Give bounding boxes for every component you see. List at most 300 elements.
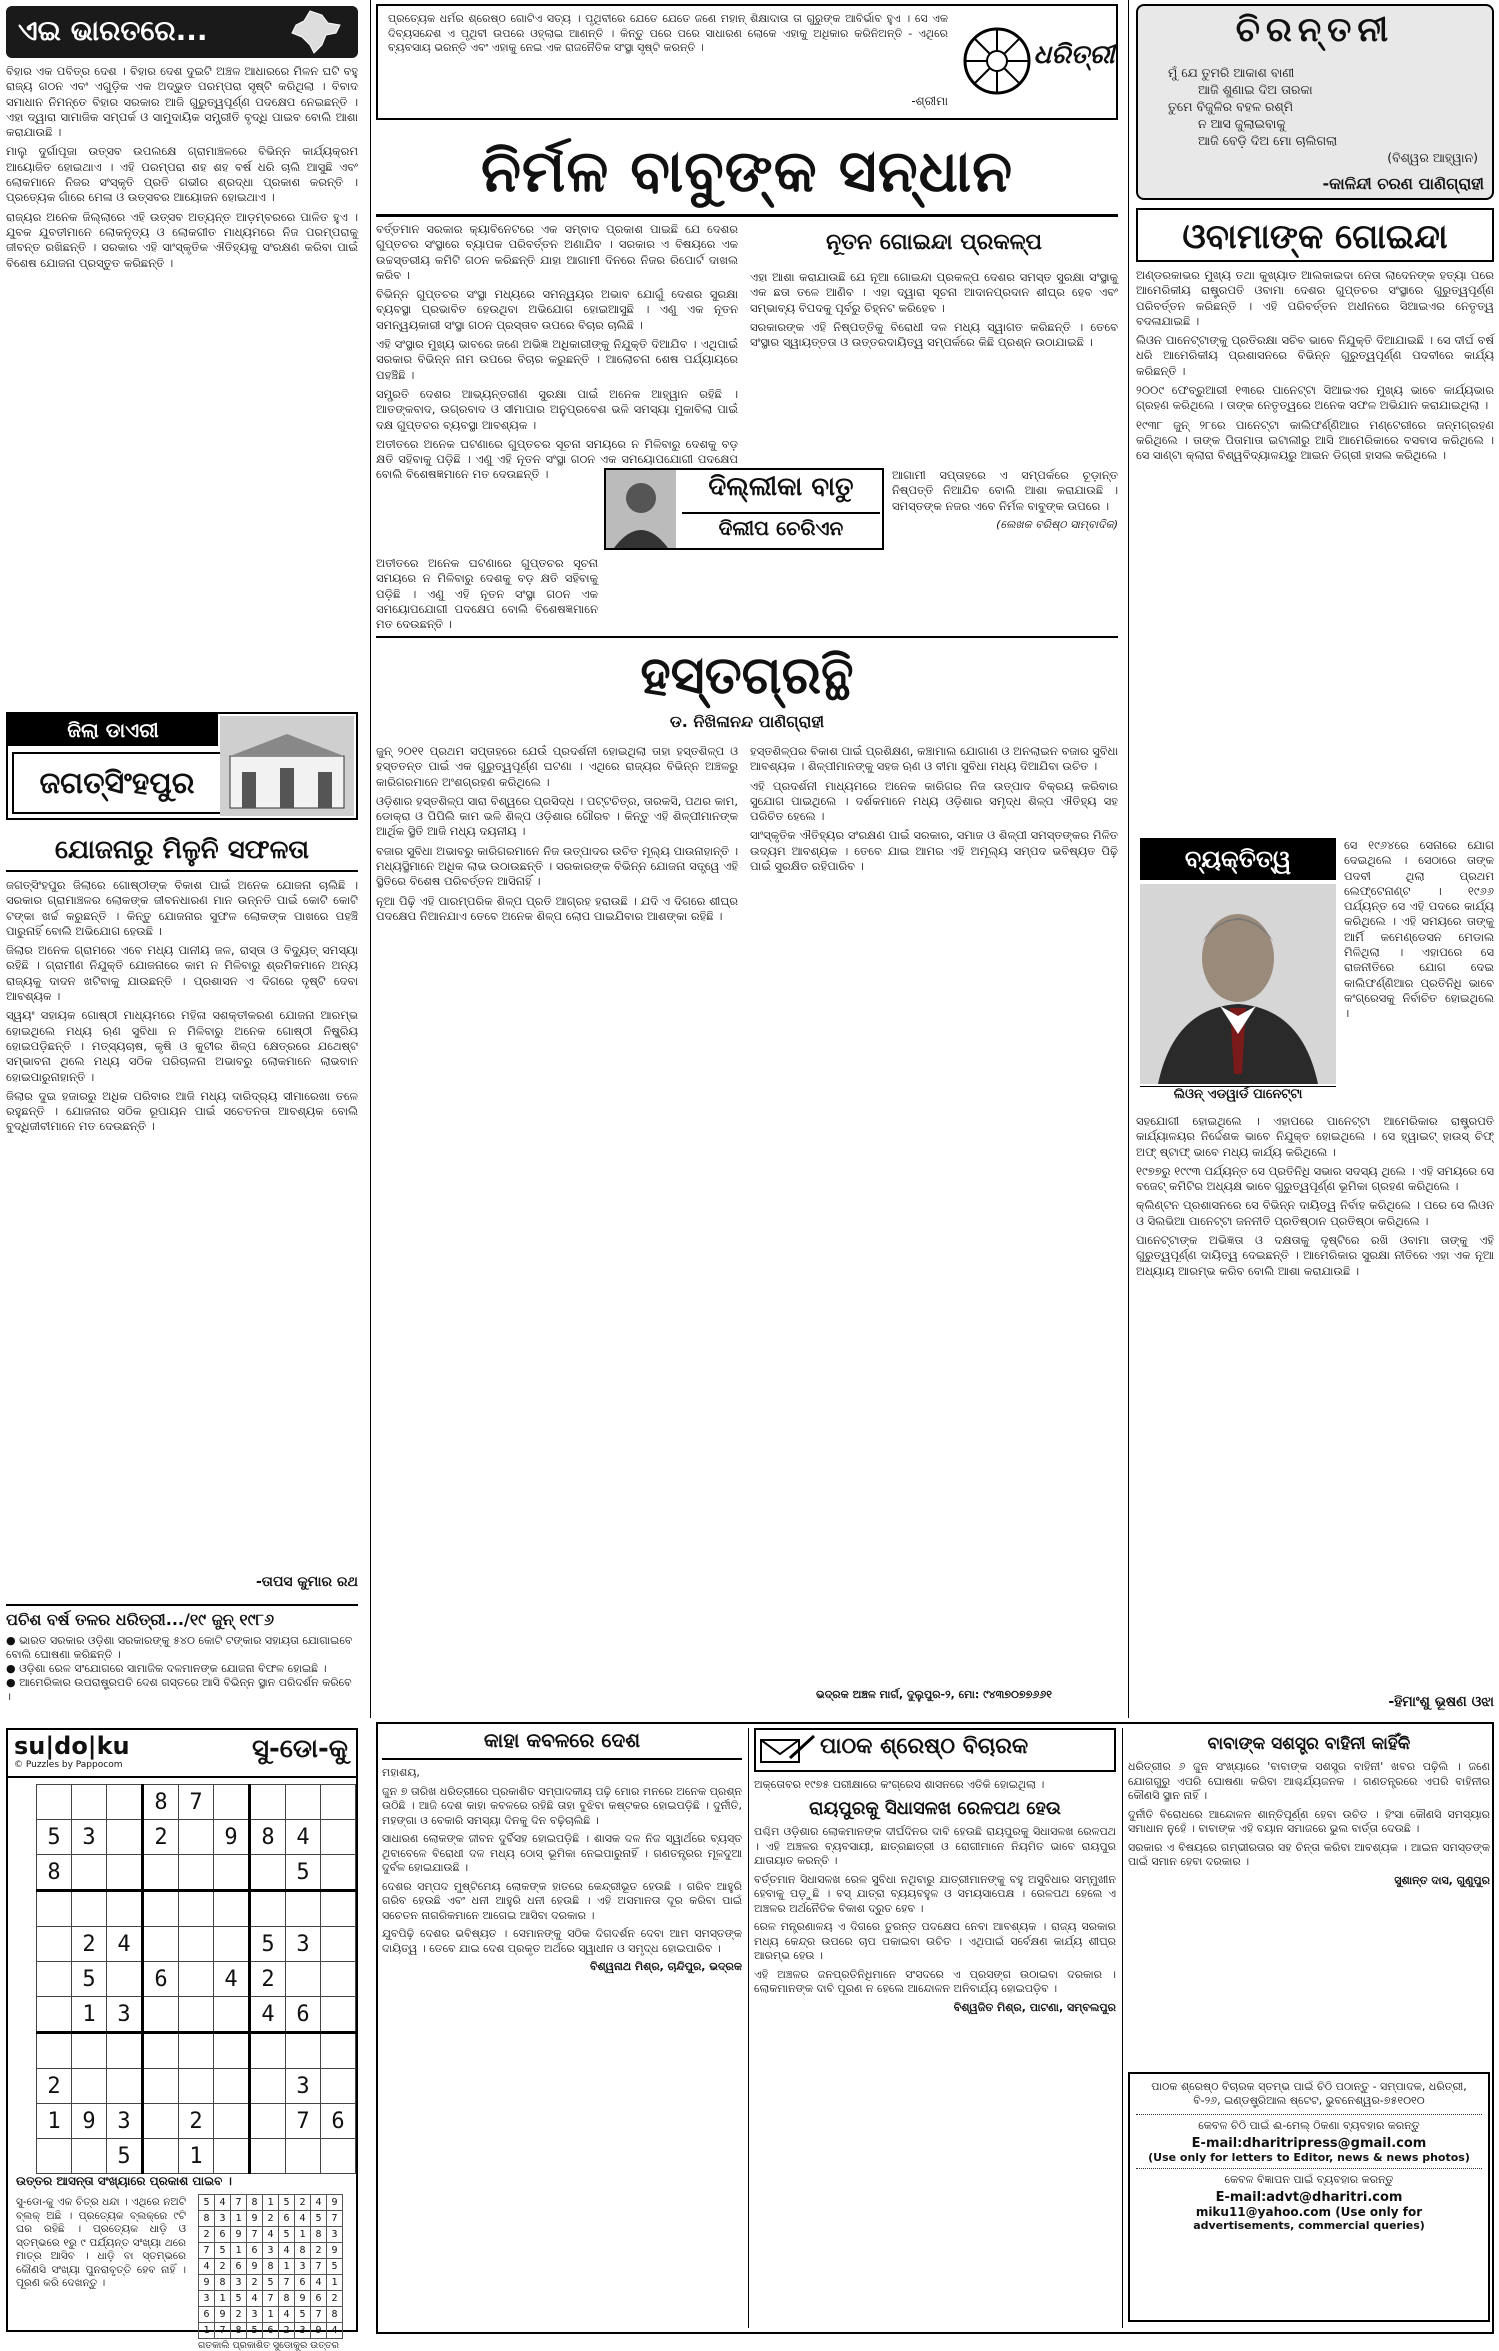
success-story bbox=[6, 878, 358, 1578]
col2-para-4: ଏହି ଅଞ୍ଚଳର ଜନପ୍ରତିନିଧିମାନେ ସଂସଦରେ ଏ ପ୍ରସଙ୍ଗ ଉଠାଇବା ଦରକାର । ଲୋକମାନଙ୍କ ଦାବି ପୂରଣ ନ ହେଲେ ଆନ୍ଦୋଳନ ଅନିବାର୍ଯ୍ୟ ହୋଇପଡ଼ିବ । bbox=[754, 1967, 1116, 1995]
sudoku-answer-cell: 9 bbox=[247, 2211, 263, 2227]
letters-col-2 bbox=[754, 1728, 1116, 2328]
email-2-note: advertisements, commercial queries) bbox=[1193, 2219, 1425, 2232]
sudoku-cell: 9 bbox=[72, 2104, 107, 2139]
letters-divider-2 bbox=[1122, 1728, 1123, 2328]
headline-underline bbox=[376, 214, 1118, 217]
sudoku-cell bbox=[321, 1785, 356, 1820]
sudoku-cell bbox=[72, 1891, 107, 1927]
contact-divider-2 bbox=[1136, 2168, 1482, 2169]
sudoku-cell bbox=[250, 2104, 286, 2139]
sudoku-answer-cell: 3 bbox=[247, 2307, 263, 2323]
sudoku-answer-cell: 7 bbox=[311, 2259, 327, 2275]
sudoku-answer-cell: 8 bbox=[247, 2195, 263, 2211]
sudoku-answer-cell: 1 bbox=[231, 2211, 247, 2227]
sudoku-cell: 5 bbox=[286, 1855, 321, 1891]
history-box bbox=[6, 1604, 358, 1726]
sudoku-row bbox=[37, 1855, 356, 1891]
sudoku-answer-cell: 7 bbox=[215, 2323, 231, 2339]
sudoku-cell bbox=[321, 2139, 356, 2174]
sudoku-answer-cell: 2 bbox=[327, 2291, 343, 2307]
sudoku-cell: 4 bbox=[250, 1997, 286, 2033]
dharitri-emblem-icon bbox=[962, 26, 1032, 96]
sudoku-cell bbox=[143, 1927, 179, 1962]
sudoku-answer-cell: 9 bbox=[215, 2307, 231, 2323]
sudoku-cell: 2 bbox=[72, 1927, 107, 1962]
sudoku-answer-cell: 2 bbox=[311, 2243, 327, 2259]
col1-para-2: ଜୁନ ୭ ତାରିଖ ଧରିତ୍ରୀରେ ପ୍ରକାଶିତ ସମ୍ପାଦକୀୟ ପଢ଼ି ମୋର ମନରେ ଅନେକ ପ୍ରଶ୍ନ ଉଠିଛି । ଆଜି ଦେଶ କାହା କବଳରେ ରହିଛି ତାହା ବୁଝିବା କଷ୍ଟକର ହୋଇପଡ଼ିଛି । ଦୁର୍ନୀତି, ମହଙ୍ଗା ଓ ବେକାରି ସମସ୍ୟା ଦିନକୁ ଦିନ ବଢ଼ିଚାଲିଛି । bbox=[382, 1784, 742, 1827]
history-item-1-text: ଭାରତ ସରକାର ଓଡ଼ିଶା ସରକାରଙ୍କୁ ୫୪୦ କୋଟି ଟଙ୍କାର ସହାୟତା ଯୋଗାଇବେ ବୋଲି ଘୋଷଣା କରିଛନ୍ତି । bbox=[6, 1634, 353, 1661]
author-photo bbox=[606, 470, 676, 548]
sudoku-answer-cell: 2 bbox=[199, 2227, 215, 2243]
poem-line-4: ନ ଆସ ଜୁଲାଇବାକୁ bbox=[1198, 116, 1286, 131]
sudoku-cell: 6 bbox=[286, 1997, 321, 2033]
sudoku-answer-cell: 2 bbox=[247, 2275, 263, 2291]
sudoku-answer-cell: 3 bbox=[327, 2227, 343, 2243]
sudoku-answer-cell: 8 bbox=[263, 2259, 279, 2275]
sudoku-cell: 3 bbox=[286, 2069, 321, 2104]
handicraft-col-1 bbox=[376, 744, 738, 1706]
sudoku-answer-cell: 3 bbox=[199, 2291, 215, 2307]
sudoku-answer-cell: 4 bbox=[311, 2195, 327, 2211]
sudoku-answer-cell: 3 bbox=[295, 2259, 311, 2275]
sudoku-cell bbox=[37, 2033, 72, 2069]
sudoku-cell bbox=[143, 2033, 179, 2069]
col2-para-3: ରେଳ ମନ୍ତ୍ରଣାଳୟ ଏ ଦିଗରେ ତୁରନ୍ତ ପଦକ୍ଷେପ ନେବା ଆବଶ୍ୟକ । ରାଜ୍ୟ ସରକାର ମଧ୍ୟ କେନ୍ଦ୍ର ଉପରେ ଚାପ ପକାଇବା ଉଚିତ । ଏଥିପାଇଁ ସର୍ବେକ୍ଷଣ କାର୍ଯ୍ୟ ଶୀଘ୍ର ଆରମ୍ଭ ହେଉ । bbox=[754, 1920, 1116, 1962]
col1-para-4: ଦେଶର ସମ୍ପଦ ମୁଷ୍ଟିମେୟ ଲୋକଙ୍କ ହାତରେ କେନ୍ଦ୍ରୀଭୂତ ହେଉଛି । ଗରିବ ଆହୁରି ଗରିବ ହେଉଛି ଏବଂ ଧନୀ ଆହୁରି ଧନୀ ହେଉଛି । ଏହି ଅସମାନତା ଦୂର କରିବା ପାଇଁ ସଚେତନ ନାଗରିକମାନେ ଆଗେଇ ଆସିବା ଦରକାର । bbox=[382, 1879, 742, 1922]
sudoku-answer-cell: 8 bbox=[295, 2243, 311, 2259]
column-box bbox=[604, 468, 884, 550]
sudoku-answer-cell: 6 bbox=[199, 2307, 215, 2323]
sudoku-cell: 6 bbox=[143, 1962, 179, 1997]
sudoku-cell bbox=[107, 1785, 143, 1820]
col3-para-1: ଧରିତ୍ରୀର ୬ ଜୁନ ସଂଖ୍ୟାରେ 'ବାବାଙ୍କ ସଶସ୍ତ୍ର ବାହିନୀ' ଖବର ପଢ଼ିଲି । ଜଣେ ଯୋଗଗୁରୁ ଏପରି ଘୋଷଣା କରିବା ଆଶ୍ଚର୍ଯ୍ୟଜନକ । ଗଣତନ୍ତ୍ରରେ ଏପରି ବାହିନୀର କୌଣସି ସ୍ଥାନ ନାହିଁ । bbox=[1128, 1760, 1490, 1802]
email-1: E-mail:dharitripress@gmail.com bbox=[1191, 2136, 1427, 2151]
sudoku-answer-cell: 1 bbox=[231, 2243, 247, 2259]
poem bbox=[1168, 64, 1478, 166]
obama-title: ଓବାମାଙ୍କ ଗୋଇନ୍ଦା bbox=[1136, 208, 1494, 262]
sudoku-row bbox=[37, 1820, 356, 1855]
quote-box bbox=[376, 4, 1118, 120]
article-para-3: ଏହି ସଂସ୍ଥାର ମୁଖ୍ୟ ଭାବରେ ଜଣେ ଅଭିଜ୍ଞ ଅଧିକାରୀଙ୍କୁ ନିଯୁକ୍ତି ଦିଆଯିବ । ଏଥିପାଇଁ ସରକାର ବିଭିନ୍ନ ନାମ ଉପରେ ବିଚାର କରୁଛନ୍ତି । ଆଲୋଚନା ଶେଷ ପର୍ଯ୍ୟାୟରେ ପହଞ୍ଚିଛି । bbox=[376, 337, 738, 382]
article2-para-3: ଆଗାମୀ ସପ୍ତାହରେ ଏ ସମ୍ପର୍କରେ ଚୂଡ଼ାନ୍ତ ନିଷ୍ପତ୍ତି ନିଆଯିବ ବୋଲି ଆଶା କରାଯାଉଛି । ସମସ୍ତଙ୍କ ନଜର ଏବେ ନିର୍ମଳ ବାବୁଙ୍କ ଉପରେ । bbox=[892, 468, 1118, 513]
article-col-b bbox=[750, 222, 1118, 266]
sudoku-cell bbox=[321, 1820, 356, 1855]
sudoku-solution-note: ଉତ୍ତର ଆସନ୍ତା ସଂଖ୍ୟାରେ ପ୍ରକାଶ ପାଇବ । bbox=[16, 2174, 232, 2188]
sudoku-cell: 7 bbox=[179, 1785, 214, 1820]
sudoku-cell bbox=[143, 1997, 179, 2033]
person-para-1: ସହଯୋଗୀ ହୋଇଥିଲେ । ଏହାପରେ ପାନେଟ୍ଟା ଆମେରିକାର ରାଷ୍ଟ୍ରପତି କାର୍ଯ୍ୟାଳୟର ନିର୍ଦ୍ଦେଶକ ଭାବେ ନିଯୁକ୍ତ ହୋଇଥିଲେ । ସେ ହ୍ୱାଇଟ୍ ହାଉସ୍ ଚିଫ୍ ଅଫ୍ ଷ୍ଟାଫ୍ ଭାବେ ମଧ୍ୟ କାର୍ଯ୍ୟ କରିଥିଲେ । bbox=[1136, 1114, 1494, 1159]
sudoku-rules: ସୁ-ଡୋ-କୁ ଏକ ଚିତ୍ର ଧନ୍ଦା । ଏଥିରେ ନଅଟି ବ୍ଲକ୍ ଅଛି । ପ୍ରତ୍ୟେକ ବ୍ଲକ୍‌ରେ ୯ଟି ଘର ରହିଛି । ପ୍ରତ୍ୟେକ ଧାଡ଼ି ଓ ସ୍ତମ୍ଭରେ ୧ରୁ ୯ ପର୍ଯ୍ୟନ୍ତ ସଂଖ୍ୟା ଥରେ ମାତ୍ର ଆସିବ । ଧାଡ଼ି ବା ସ୍ତମ୍ଭରେ କୌଣସି ସଂଖ୍ୟା ପୁନରାବୃତ୍ତି ହେବ ନାହିଁ । ପୂରଣ କରି ଦେଖନ୍ତୁ । bbox=[16, 2196, 186, 2289]
sudoku-cell: 3 bbox=[72, 1820, 107, 1855]
intro-para-1: ବିହାର ଏକ ପବିତ୍ର ଦେଶ । ବିହାର ଦେଶ ଦୁଇଟି ଅଞ୍ଚଳ ଆଧାରରେ ମିଳନ ଘଟି ବହୁ ରାଜ୍ୟ ଗଠନ ଏବଂ ଏଗୁଡ଼ିକ ଏକ ଅଦ୍ଭୁତ ପରମ୍ପରା ସୃଷ୍ଟି କରିଥିଲା । ବିବାଦ ସମାଧାନ ନିମନ୍ତେ ବିହାର ସରକାର ଆଜି ଗୁରୁତ୍ୱପୂର୍ଣ୍ଣ ପଦକ୍ଷେପ ନେଇଛନ୍ତି । ଏହା ଦ୍ୱାରା ସାମାଜିକ ସମ୍ପର୍କ ଓ ସାମୁଦାୟିକ ସମ୍ପ୍ରୀତି ବୃଦ୍ଧି ପାଇବ ବୋଲି ଆଶା କରାଯାଉଛି । bbox=[6, 64, 358, 140]
sudoku-answer-cell: 7 bbox=[263, 2291, 279, 2307]
article-para-2: ବିଭିନ୍ନ ଗୁପ୍ତଚର ସଂସ୍ଥା ମଧ୍ୟରେ ସମନ୍ୱୟର ଅଭାବ ଯୋଗୁଁ ଦେଶର ସୁରକ୍ଷା ବ୍ୟବସ୍ଥା ପ୍ରଭାବିତ ହେଉଥିବା ଅଭିଯୋଗ ହୋଇଆସୁଛି । ଏଣୁ ଏକ ନୂତନ ସମନ୍ୱୟକାରୀ ସଂସ୍ଥା ଗଠନ ପ୍ରସ୍ତାବ ଉପରେ ବିଚାର ଚାଲିଛି । bbox=[376, 287, 738, 332]
column-footer: (ଲେଖକ ବରିଷ୍ଠ ସାମ୍ବାଦିକ) bbox=[996, 517, 1118, 531]
sudoku-cell bbox=[37, 1927, 72, 1962]
sudoku-answer-cell: 2 bbox=[279, 2323, 295, 2339]
sudoku-answer-cell: 2 bbox=[231, 2307, 247, 2323]
intro-story bbox=[6, 64, 358, 724]
person-para-4: ପାନେଟ୍ଟାଙ୍କ ଅଭିଜ୍ଞତା ଓ ଦକ୍ଷତାକୁ ଦୃଷ୍ଟିରେ ରଖି ଓବାମା ତାଙ୍କୁ ଏହି ଗୁରୁତ୍ୱପୂର୍ଣ୍ଣ ଦାୟିତ୍ୱ ଦେଇଛନ୍ତି । ଆମେରିକାର ସୁରକ୍ଷା ନୀତିରେ ଏହା ଏକ ନୂଆ ଅଧ୍ୟାୟ ଆରମ୍ଭ କରିବ ବୋଲି ଆଶା କରାଯାଉଛି । bbox=[1136, 1233, 1494, 1278]
sudoku-row bbox=[37, 2104, 356, 2139]
sudoku-answer-row bbox=[199, 2259, 343, 2275]
sudoku-answer-cell: 7 bbox=[247, 2227, 263, 2243]
article-col-b-text2 bbox=[892, 468, 1118, 632]
sudoku-cell bbox=[179, 2033, 214, 2069]
poem-line-5: ଆଜି ବେଡ଼ି ଦିଅ ମୋ ଚାଲିଗଲା bbox=[1198, 133, 1338, 148]
sudoku-cell bbox=[37, 1785, 72, 1820]
sudoku-cell bbox=[250, 1891, 286, 1927]
sudoku-cell bbox=[286, 1891, 321, 1927]
sudoku-answer-cell: 3 bbox=[263, 2243, 279, 2259]
intro-para-3: ରାଜ୍ୟର ଅନେକ ଜିଲ୍ଲାରେ ଏହି ଉତ୍ସବ ଅତ୍ୟନ୍ତ ଆଡ଼ମ୍ବରରେ ପାଳିତ ହୁଏ । ଯୁବକ ଯୁବତୀମାନେ ଲୋକନୃତ୍ୟ ଓ ଲୋକଗୀତ ମାଧ୍ୟମରେ ନିଜ ପରମ୍ପରାକୁ ଜୀବନ୍ତ ରଖିଛନ୍ତି । ସରକାର ଏହି ସାଂସ୍କୃତିକ ଐତିହ୍ୟକୁ ସଂରକ୍ଷଣ କରିବା ପାଇଁ ବିଶେଷ ଯୋଜନା ପ୍ରସ୍ତୁତ କରିଛନ୍ତି । bbox=[6, 209, 358, 270]
handicraft-footer: ଭଦ୍ରକ ଅଞ୍ଚଳ ମାର୍ଗ, ଦୁଲୁପୁର-୨, ମୋ: ୯୪୩୭୦୭୭୬୬୧ bbox=[816, 1688, 1052, 1701]
photo-caption: ଲିଓନ୍ ଏଡୱାର୍ଡ ପାନେଟ୍ଟା bbox=[1140, 1086, 1336, 1110]
sudoku-answer-cell: 4 bbox=[247, 2291, 263, 2307]
sudoku-answer-cell: 5 bbox=[247, 2323, 263, 2339]
sudoku-answer-cell: 5 bbox=[327, 2259, 343, 2275]
quote-author: -ଶ୍ରୀମା bbox=[911, 94, 948, 108]
sudoku-cell: 2 bbox=[179, 2104, 214, 2139]
sudoku-row bbox=[37, 2069, 356, 2104]
sudoku-cell: 3 bbox=[107, 1997, 143, 2033]
sudoku-cell: 2 bbox=[143, 1820, 179, 1855]
article-para-1: ବର୍ତ୍ତମାନ ସରକାର କ୍ୟାବିନେଟରେ ଏକ ସମ୍ବାଦ ପ୍ରକାଶ ପାଇଛି ଯେ ଦେଶର ଗୁପ୍ତଚର ସଂସ୍ଥାରେ ବ୍ୟାପକ ପରିବର୍ତ୍ତନ ଅଣାଯିବ । ସରକାର ଏ ବିଷୟରେ ଏକ ଉଚ୍ଚସ୍ତରୀୟ କମିଟି ଗଠନ କରିଛନ୍ତି ଯାହା ଆଗାମୀ ଦିନରେ ନିଜର ରିପୋର୍ଟ ଦାଖଲ କରିବ । bbox=[376, 222, 738, 282]
sudoku-cell: 1 bbox=[37, 2104, 72, 2139]
sudoku-cell: 4 bbox=[107, 1927, 143, 1962]
letters-section bbox=[376, 1722, 1494, 2334]
sudoku-cell: 5 bbox=[37, 1820, 72, 1855]
sudoku-answer-cell: 8 bbox=[327, 2307, 343, 2323]
sudoku-cell bbox=[107, 1891, 143, 1927]
intro-para-2: ମାଲୁ ଦୁର୍ଗାପୂଜା ଉତ୍ସବ ଉପଲକ୍ଷେ ଗ୍ରାମାଞ୍ଚଳରେ ବିଭିନ୍ନ କାର୍ଯ୍ୟକ୍ରମ ଆୟୋଜିତ ହୋଇଥାଏ । ଏହି ପରମ୍ପରା ଶହ ଶହ ବର୍ଷ ଧରି ଚାଲି ଆସୁଛି ଏବଂ ଲୋକମାନେ ନିଜର ସଂସ୍କୃତି ପ୍ରତି ଗଭୀର ଶ୍ରଦ୍ଧା ପ୍ରକାଶ କରନ୍ତି । ପ୍ରତ୍ୟେକ ଗାଁରେ ମେଳା ଓ ଉତ୍ସବର ଆୟୋଜନ ହୋଇଥାଏ । bbox=[6, 144, 358, 205]
history-item-2: ● ଓଡ଼ିଶା ରେଳ ସଂଯୋଗରେ ସାମାଜିକ ଦଳମାନଙ୍କ ଯୋଜନା ବିଫଳ ହୋଇଛି । bbox=[6, 1662, 327, 1675]
sudoku-cell bbox=[321, 2033, 356, 2069]
contact-text: ପାଠକ ଶ୍ରେଷ୍ଠ ବିଚାରକ ସ୍ତମ୍ଭ ପାଇଁ ଚିଠି ପଠାନ୍ତୁ - ସମ୍ପାଦକ, ଧରିତ୍ରୀ, ବି-୨୬, ଇଣ୍ଡଷ୍ଟ୍ରିଆଲ ଷ୍ଟେଟ, ଭୁବନେଶ୍ୱର-୭୫୧୦୧୦ bbox=[1151, 2080, 1467, 2107]
contact-divider bbox=[1136, 2114, 1482, 2115]
sudoku-answer-cell: 5 bbox=[231, 2291, 247, 2307]
sudoku-cell bbox=[214, 2139, 250, 2174]
col1-para-3: ସାଧାରଣ ଲୋକଙ୍କ ଜୀବନ ଦୁର୍ବିସହ ହୋଇପଡ଼ିଛି । ଶାସକ ଦଳ ନିଜ ସ୍ୱାର୍ଥରେ ବ୍ୟସ୍ତ ଥିବାବେଳେ ବିରୋଧୀ ଦଳ ମଧ୍ୟ ଠୋସ୍ ଭୂମିକା ନେଇପାରୁନାହିଁ । ଗଣତନ୍ତ୍ରର ମୂଳଦୁଆ ଦୁର୍ବଳ ହୋଇଯାଉଛି । bbox=[382, 1832, 742, 1874]
sudoku-cell bbox=[179, 1997, 214, 2033]
person-side-text: ସେ ୧୯୬୪ରେ ସେନାରେ ଯୋଗ ଦେଇଥିଲେ । ସେଠାରେ ତାଙ୍କ ପଦବୀ ଥିଲା ପ୍ରଥମ ଲେଫ୍ଟେନାଣ୍ଟ । ୧୯୬୬ ପର୍ଯ୍ୟନ୍ତ ସେ ଏହି ପଦରେ କାର୍ଯ୍ୟ କରିଥିଲେ । ଏହି ସମୟରେ ତାଙ୍କୁ ଆର୍ମି କମେଣ୍ଡେସନ ମେଡାଲ ମିଳିଥିଲା । ଏହାପରେ ସେ ରାଜନୀତିରେ ଯୋଗ ଦେଇ କାଲିଫର୍ଣ୍ଣିଆର ପ୍ରତିନିଧି ଭାବେ କଂଗ୍ରେସକୁ ନିର୍ବାଚିତ ହୋଇଥିଲେ । bbox=[1344, 838, 1494, 1021]
success-para-4: ଜିଲାର ଦୁଇ ହଜାରରୁ ଅଧିକ ପରିବାର ଆଜି ମଧ୍ୟ ଦାରିଦ୍ର୍ୟ ସୀମାରେଖା ତଳେ ରହୁଛନ୍ତି । ଯୋଜନାର ସଠିକ ରୂପାୟନ ପାଇଁ ସଚେତନତା ଆବଶ୍ୟକ ବୋଲି ବୁଦ୍ଧିଜୀବୀମାନେ ମତ ଦେଉଛନ୍ତି । bbox=[6, 1088, 358, 1134]
sudoku-cell: 8 bbox=[37, 1855, 72, 1891]
sudoku-cell bbox=[321, 2069, 356, 2104]
article-para-4: ସମ୍ପ୍ରତି ଦେଶର ଆଭ୍ୟନ୍ତରୀଣ ସୁରକ୍ଷା ପାଇଁ ଅନେକ ଆହ୍ୱାନ ରହିଛି । ଆତଙ୍କବାଦ, ଉଗ୍ରବାଦ ଓ ସୀମାପାର ଅନୁପ୍ରବେଶ ଭଳି ସମସ୍ୟା ମୁକାବିଲା ପାଇଁ ଦକ୍ଷ ଗୁପ୍ତଚର ବ୍ୟବସ୍ଥା ଆବଶ୍ୟକ । bbox=[376, 386, 738, 432]
sudoku-cell bbox=[179, 1855, 214, 1891]
sudoku-cell bbox=[250, 1785, 286, 1820]
sudoku-answer-cell: 1 bbox=[263, 2195, 279, 2211]
sudoku-cell bbox=[143, 2139, 179, 2174]
sudoku-answer-cell: 7 bbox=[199, 2243, 215, 2259]
col3-para-2: ଦୁର୍ନୀତି ବିରୋଧରେ ଆନ୍ଦୋଳନ ଶାନ୍ତିପୂର୍ଣ୍ଣ ହେବା ଉଚିତ । ହିଂସା କୌଣସି ସମସ୍ୟାର ସମାଧାନ ନୁହେଁ । ବାବାଙ୍କ ଏହି ବୟାନ ସମାଜରେ ଭୁଲ ବାର୍ତ୍ତା ଦେଉଛି । bbox=[1128, 1807, 1490, 1835]
sudoku-cell bbox=[143, 1855, 179, 1891]
sudoku-row bbox=[37, 1962, 356, 1997]
article2-para-2: ସରକାରଙ୍କ ଏହି ନିଷ୍ପତ୍ତିକୁ ବିରୋଧୀ ଦଳ ମଧ୍ୟ ସ୍ୱାଗତ କରିଛନ୍ତି । ତେବେ ସଂସ୍ଥାର ସ୍ୱାୟତ୍ତତା ଓ ଉତ୍ତରଦାୟିତ୍ୱ ସମ୍ପର୍କରେ କିଛି ପ୍ରଶ୍ନ ଉଠାଯାଇଛି । bbox=[750, 319, 1118, 350]
col1-para-5: ଯୁବପିଢ଼ି ଦେଶର ଭବିଷ୍ୟତ । ସେମାନଙ୍କୁ ସଠିକ ଦିଗଦର୍ଶନ ଦେବା ଆମ ସମସ୍ତଙ୍କ ଦାୟିତ୍ୱ । ତେବେ ଯାଇ ଦେଶ ପ୍ରକୃତ ଅର୍ଥରେ ସ୍ୱାଧୀନ ଓ ସମୃଦ୍ଧ ହୋଇପାରିବ । bbox=[382, 1927, 742, 1955]
sudoku-cell bbox=[214, 1927, 250, 1962]
sudoku-cell: 8 bbox=[143, 1785, 179, 1820]
handicraft-title: ହସ୍ତଗ୍ରନ୍ଥି bbox=[640, 646, 854, 706]
sudoku-answer-cell: 7 bbox=[311, 2307, 327, 2323]
sudoku-answer-cell: 1 bbox=[295, 2227, 311, 2243]
sudoku-cell bbox=[179, 1962, 214, 1997]
sudoku-cell bbox=[107, 2033, 143, 2069]
letters-col-1 bbox=[382, 1728, 742, 2328]
obama-story bbox=[1136, 268, 1494, 834]
sudoku-cell bbox=[214, 2033, 250, 2069]
success-para-2: ଜିଲାର ଅନେକ ଗ୍ରାମରେ ଏବେ ମଧ୍ୟ ପାନୀୟ ଜଳ, ରାସ୍ତା ଓ ବିଦ୍ୟୁତ୍ ସମସ୍ୟା ରହିଛି । ଗ୍ରାମୀଣ ନିଯୁକ୍ତି ଯୋଜନାରେ କାମ ନ ମିଳିବାରୁ ଶ୍ରମିକମାନେ ଅନ୍ୟ ରାଜ୍ୟକୁ ଦାଦନ ଖଟିବାକୁ ଯାଉଛନ୍ତି । ପ୍ରଶାସନ ଏ ଦିଗରେ ଦୃଷ୍ଟି ଦେବା ଆବଶ୍ୟକ । bbox=[6, 943, 358, 1004]
headline: ନିର୍ମଳ ବାବୁଙ୍କ ସନ୍ଧାନ bbox=[480, 137, 1014, 205]
sudoku-answer-row bbox=[199, 2323, 343, 2339]
handicraft-para-3: ବଜାର ସୁବିଧା ଅଭାବରୁ କାରିଗରମାନେ ନିଜ ଉତ୍ପାଦର ଉଚିତ ମୂଲ୍ୟ ପାଉନାହାନ୍ତି । ମଧ୍ୟସ୍ଥିମାନେ ଅଧିକ ଲାଭ ଉଠାଉଛନ୍ତି । ସରକାରଙ୍କ ବିଭିନ୍ନ ଯୋଜନା ସତ୍ତ୍ୱେ ଏହି ସ୍ଥିତିରେ ବିଶେଷ ପରିବର୍ତ୍ତନ ଆସିନାହିଁ । bbox=[376, 843, 738, 889]
sudoku-answer-cell: 1 bbox=[279, 2259, 295, 2275]
col3-sign: ସୁଶାନ୍ତ ଦାସ, ଗୁଣୁପୁର bbox=[1394, 1873, 1490, 1887]
sudoku-cell bbox=[143, 2069, 179, 2104]
sudoku-answer-cell: 5 bbox=[215, 2243, 231, 2259]
handicraft-para-6: ଏହି ପ୍ରଦର୍ଶନୀ ମାଧ୍ୟମରେ ଅନେକ କାରିଗର ନିଜ ଉତ୍ପାଦ ବିକ୍ରୟ କରିବାର ସୁଯୋଗ ପାଇଥିଲେ । ଦର୍ଶକମାନେ ମଧ୍ୟ ଓଡ଼ିଶାର ସମୃଦ୍ଧ ଶିଳ୍ପ ଐତିହ୍ୟ ସହ ପରିଚିତ ହେଲେ । bbox=[750, 778, 1118, 824]
email-2b: miku11@yahoo.com (Use only for bbox=[1195, 2205, 1423, 2219]
person-para-2: ୧୯୭୭ରୁ ୧୯୯୩ ପର୍ଯ୍ୟନ୍ତ ସେ ପ୍ରତିନିଧି ସଭାର ସଦସ୍ୟ ଥିଲେ । ଏହି ସମୟରେ ସେ ବଜେଟ୍ କମିଟିର ଅଧ୍ୟକ୍ଷ ଭାବେ ଗୁରୁତ୍ୱପୂର୍ଣ୍ଣ ଭୂମିକା ଗ୍ରହଣ କରିଥିଲେ । bbox=[1136, 1163, 1494, 1194]
sudoku-answer-cell: 5 bbox=[295, 2307, 311, 2323]
sudoku-answer-cell: 2 bbox=[295, 2195, 311, 2211]
sudoku-answer-cell: 7 bbox=[327, 2211, 343, 2227]
masthead: ଧରିତ୍ରୀ bbox=[1033, 40, 1115, 70]
person-byline: -ହିମାଂଶୁ ଭୂଷଣ ଓଝା bbox=[1388, 1694, 1494, 1710]
sudoku-answer-cell: 1 bbox=[263, 2307, 279, 2323]
sudoku-answer-cell: 3 bbox=[215, 2211, 231, 2227]
subhead: ନୂତନ ଗୋଇନ୍ଦା ପ୍ରକଳ୍ପ bbox=[826, 230, 1042, 255]
success-byline: -ତାପସ କୁମାର ରଥ bbox=[256, 1574, 358, 1590]
letters-divider-1 bbox=[748, 1728, 749, 2328]
col2-sign: ବିଶ୍ୱଜିତ ମିଶ୍ର, ପାଟଣା, ସମ୍ବଲପୁର bbox=[953, 2000, 1116, 2014]
sudoku-cell bbox=[107, 1962, 143, 1997]
col3-title: ବାବାଙ୍କ ସଶସ୍ତ୍ର ବାହିନୀ କାହିଁକି bbox=[1207, 1734, 1411, 1754]
col2-intro: ଅକ୍ତୋବର ୧୯୭୫ ପରୀକ୍ଷାରେ କଂଗ୍ରେସ ଶାସନରେ ଏତିକି ହୋଇଥିଲା । bbox=[754, 1778, 1045, 1791]
poem-line-3: ତୁମେ ବିଜୁଳିର ବହଳ ରଶ୍ମି bbox=[1168, 99, 1294, 114]
sudoku-cell: 4 bbox=[286, 1820, 321, 1855]
sudoku-header bbox=[8, 1730, 356, 1778]
history-item-1: ● ଭାରତ ସରକାର ଓଡ଼ିଶା ସରକାରଙ୍କୁ ୫୪୦ କୋଟି ଟଙ୍କାର ସହାୟତା ଯୋଗାଇବେ ବୋଲି ଘୋଷଣା କରିଛନ୍ତି । bbox=[6, 1634, 353, 1661]
poet: -କାଳିନ୍ଦୀ ଚରଣ ପାଣିଗ୍ରାହୀ bbox=[1322, 174, 1484, 193]
email-label-2: କେବଳ ବିଜ୍ଞାପନ ପାଇଁ ବ୍ୟବହାର କରନ୍ତୁ bbox=[1224, 2173, 1394, 2186]
sudoku-answer-cell: 1 bbox=[215, 2291, 231, 2307]
sudoku-answer-cell: 5 bbox=[311, 2211, 327, 2227]
sudoku-cell: 2 bbox=[250, 1962, 286, 1997]
sudoku-answer-cell: 5 bbox=[199, 2195, 215, 2211]
sudoku-answer-cell: 8 bbox=[311, 2227, 327, 2243]
sudoku-answer-row bbox=[199, 2195, 343, 2211]
sudoku-cell bbox=[321, 1997, 356, 2033]
sudoku-cell bbox=[250, 2033, 286, 2069]
person-para-3: କ୍ଲିଣ୍ଟନ ପ୍ରଶାସନରେ ସେ ବିଭିନ୍ନ ଦାୟିତ୍ୱ ନିର୍ବାହ କରିଥିଲେ । ପରେ ସେ ଲିଓନ ଓ ସିଲଭିଆ ପାନେଟ୍ଟା ଜନନୀତି ପ୍ରତିଷ୍ଠାନ ପ୍ରତିଷ୍ଠା କରିଥିଲେ । bbox=[1136, 1198, 1494, 1228]
sudoku-answer-cell: 5 bbox=[263, 2275, 279, 2291]
obama-para-1: ଅଣ୍ଡରକାଭର ମୁଖ୍ୟ ତଥା କୁଖ୍ୟାତ ଆଲକାଇଦା ନେତା ଲାଦେନଙ୍କ ହତ୍ୟା ପରେ ଆମେରିକୀୟ ରାଷ୍ଟ୍ରପତି ଓବାମା ଦେଶର ଗୁପ୍ତଚର ସଂସ୍ଥାରେ ଗୁରୁତ୍ୱପୂର୍ଣ୍ଣ ପରିବର୍ତ୍ତନ କରିଛନ୍ତି । ଏହି ପରିବର୍ତ୍ତନ ଅଧୀନରେ ସିଆଇଏର ନେତୃତ୍ୱ ବଦଳାଯାଇଛି । bbox=[1136, 268, 1494, 328]
handicraft-para-5: ହସ୍ତଶିଳ୍ପର ବିକାଶ ପାଇଁ ପ୍ରଶିକ୍ଷଣ, କଞ୍ଚାମାଲ ଯୋଗାଣ ଓ ଅନଲାଇନ ବଜାର ସୁବିଧା ଆବଶ୍ୟକ । ଶିଳ୍ପୀମାନଙ୍କୁ ସହଜ ଋଣ ଓ ବୀମା ସୁବିଧା ମଧ୍ୟ ଦିଆଯିବା ଉଚିତ । bbox=[750, 744, 1118, 774]
col2-para-2: ବର୍ତ୍ତମାନ ସିଧାସଳଖ ରେଳ ସୁବିଧା ନଥିବାରୁ ଯାତ୍ରୀମାନଙ୍କୁ ବହୁ ଅସୁବିଧାର ସମ୍ମୁଖୀନ ହେବାକୁ ପଡ଼ୁଛି । ବସ୍ ଯାତ୍ରା ବ୍ୟୟବହୁଳ ଓ ସମୟସାପେକ୍ଷ । ରେଳପଥ ହେଲେ ଏ ଅଞ୍ଚଳର ଅର୍ଥନୈତିକ ବିକାଶ ଦ୍ରୁତ ହେବ । bbox=[754, 1872, 1116, 1915]
sudoku-answer-cell: 7 bbox=[231, 2195, 247, 2211]
handicraft-para-1: ଜୁନ୍ ୨୦୧୧ ପ୍ରଥମ ସପ୍ତାହରେ ଯେଉଁ ପ୍ରଦର୍ଶନୀ ହୋଇଥିଲା ତାହା ହସ୍ତଶିଳ୍ପ ଓ ହସ୍ତତନ୍ତ ପାଇଁ ଏକ ଗୁରୁତ୍ୱପୂର୍ଣ୍ଣ ଘଟଣା । ଏଥିରେ ରାଜ୍ୟର ବିଭିନ୍ନ ଅଞ୍ଚଳରୁ କାରିଗରମାନେ ଅଂଶଗ୍ରହଣ କରିଥିଲେ । bbox=[376, 744, 738, 789]
chirantana-box bbox=[1136, 4, 1494, 200]
handicraft-para-2: ଓଡ଼ିଶାର ହସ୍ତଶିଳ୍ପ ସାରା ବିଶ୍ୱରେ ପ୍ରସିଦ୍ଧ । ପଟ୍ଟଚିତ୍ର, ତାରକସି, ପଥର କାମ, ଡୋକ୍ରା ଓ ପିପିଲି କାମ ଭଳି ଶିଳ୍ପ ଓଡ଼ିଶାର ଗୌରବ । କିନ୍ତୁ ଏହି ଶିଳ୍ପୀମାନଙ୍କ ଆର୍ଥିକ ସ୍ଥିତି ଆଜି ମଧ୍ୟ ଦୟନୀୟ । bbox=[376, 793, 738, 839]
sudoku-cell: 1 bbox=[72, 1997, 107, 2033]
section-title-bar bbox=[6, 6, 358, 58]
sudoku-cell bbox=[321, 1855, 356, 1891]
sudoku-cell bbox=[179, 1820, 214, 1855]
sudoku-answer-cell: 4 bbox=[279, 2307, 295, 2323]
sudoku-cell bbox=[179, 2069, 214, 2104]
poem-line-2: ଆଜି ଶୁଣାଇ ଦିଅ ତାରକା bbox=[1198, 82, 1313, 97]
obama-para-3: ୨୦୦୯ ଫେବ୍ରୁଆରୀ ୧୩ରେ ପାନେଟ୍ଟା ସିଆଇଏର ମୁଖ୍ୟ ଭାବେ କାର୍ଯ୍ୟଭାର ଗ୍ରହଣ କରିଥିଲେ । ତାଙ୍କ ନେତୃତ୍ୱରେ ଅନେକ ସଫଳ ଅଭିଯାନ କରାଯାଇଥିଲା । bbox=[1136, 383, 1494, 413]
sudoku-answer-cell: 7 bbox=[279, 2275, 295, 2291]
email-2: E-mail:advt@dharitri.com bbox=[1215, 2190, 1403, 2205]
letters-title-box bbox=[754, 1728, 1116, 1772]
sudoku-row bbox=[37, 1997, 356, 2033]
sudoku-cell: 4 bbox=[214, 1962, 250, 1997]
history-item-2-text: ଓଡ଼ିଶା ରେଳ ସଂଯୋଗରେ ସାମାଜିକ ଦଳମାନଙ୍କ ଯୋଜନା ବିଫଳ ହୋଇଛି । bbox=[19, 1662, 327, 1675]
email-1-note: (Use only for letters to Editor, news & news photos) bbox=[1148, 2151, 1470, 2164]
sudoku-answer-cell: 5 bbox=[279, 2227, 295, 2243]
divider-left bbox=[370, 0, 371, 1718]
sudoku-answer-cell: 4 bbox=[279, 2243, 295, 2259]
sudoku-cell bbox=[321, 1891, 356, 1927]
sudoku-answer-cell: 4 bbox=[263, 2227, 279, 2243]
district-diary-box bbox=[6, 712, 358, 820]
col2-title: ରାୟପୁରକୁ ସିଧାସଳଖ ରେଳପଥ ହେଉ bbox=[809, 1798, 1061, 1819]
column-author: ଦିଲୀପ ଚେରିଏନ bbox=[718, 516, 844, 540]
sudoku-answer-cell: 6 bbox=[279, 2211, 295, 2227]
sudoku-cell bbox=[286, 1962, 321, 1997]
obama-para-2: ଲିଓନ ପାନେଟ୍ଟାଙ୍କୁ ପ୍ରତିରକ୍ଷା ସଚିବ ଭାବେ ନିଯୁକ୍ତି ଦିଆଯାଇଛି । ସେ ଦୀର୍ଘ ବର୍ଷ ଧରି ଆମେରିକୀୟ ପ୍ରଶାସନରେ ବିଭିନ୍ନ ଗୁରୁତ୍ୱପୂର୍ଣ୍ଣ ପଦବୀରେ କାର୍ଯ୍ୟ କରିଛନ୍ତି । bbox=[1136, 333, 1494, 378]
sudoku-cell bbox=[107, 2069, 143, 2104]
sudoku-answer-row bbox=[199, 2307, 343, 2323]
poem-source: (ବିଶ୍ୱର ଆହ୍ୱାନ) bbox=[1387, 150, 1478, 165]
india-map-icon bbox=[282, 9, 344, 55]
sudoku-answer-row bbox=[199, 2211, 343, 2227]
sudoku-logo-credit: © Puzzles by Pappocom bbox=[14, 1760, 123, 1770]
sudoku-row bbox=[37, 2139, 356, 2174]
sudoku-answer-cell: 6 bbox=[215, 2227, 231, 2243]
col1-para-1: ମହାଶୟ, bbox=[382, 1766, 420, 1779]
history-item-3: ● ଆମେରିକାର ଉପରାଷ୍ଟ୍ରପତି ଦେଶ ଗସ୍ତରେ ଆସି ବିଭିନ୍ନ ସ୍ଥାନ ପରିଦର୍ଶନ କରିବେ । bbox=[6, 1676, 352, 1703]
sudoku-answer-row bbox=[199, 2243, 343, 2259]
col1-sign: ବିଶ୍ୱନାଥ ମିଶ୍ର, ଚାନ୍ଦିପୁର, ଭଦ୍ରକ bbox=[590, 1960, 742, 1973]
sudoku-cell bbox=[286, 2139, 321, 2174]
sudoku-answer-cell: 8 bbox=[231, 2323, 247, 2339]
sudoku-answer-row bbox=[199, 2227, 343, 2243]
sudoku-answer-cell: 4 bbox=[199, 2259, 215, 2275]
sudoku-cell bbox=[37, 2139, 72, 2174]
history-title: ପଚିଶ ବର୍ଷ ତଳର ଧରିତ୍ରୀ.../୧୯ ଜୁନ୍ ୧୯୮୬ bbox=[6, 1610, 275, 1629]
sudoku-answer-cell: 4 bbox=[327, 2323, 343, 2339]
article2-para-1: ଏହା ଆଶା କରାଯାଉଛି ଯେ ନୂଆ ଗୋଇନ୍ଦା ପ୍ରକଳ୍ପ ଦେଶର ସମସ୍ତ ସୁରକ୍ଷା ସଂସ୍ଥାକୁ ଏକ ଛତା ତଳେ ଆଣିବ । ଏହା ଦ୍ୱାରା ସୂଚନା ଆଦାନପ୍ରଦାନ ଶୀଘ୍ର ହେବ ଏବଂ ସମ୍ଭାବ୍ୟ ବିପଦକୁ ପୂର୍ବରୁ ଚିହ୍ନଟ କରିହେବ । bbox=[750, 270, 1118, 315]
sudoku-cell: 6 bbox=[321, 2104, 356, 2139]
sudoku-answer-cell: 4 bbox=[295, 2211, 311, 2227]
sudoku-cell bbox=[250, 2139, 286, 2174]
sudoku-cell bbox=[107, 1855, 143, 1891]
sudoku-answer-row bbox=[199, 2275, 343, 2291]
sudoku-answer-cell: 9 bbox=[199, 2275, 215, 2291]
sudoku-row bbox=[37, 1785, 356, 1820]
sudoku-answer-cell: 2 bbox=[215, 2259, 231, 2275]
sudoku-cell bbox=[214, 2069, 250, 2104]
sudoku-cell bbox=[72, 2033, 107, 2069]
chirantana-title: ଚିରନ୍ତନୀ bbox=[1235, 10, 1395, 50]
divider-right bbox=[1128, 0, 1129, 1718]
sudoku-cell bbox=[143, 2104, 179, 2139]
sudoku-cell bbox=[72, 2069, 107, 2104]
sudoku-cell bbox=[214, 2104, 250, 2139]
sudoku-answer-cell: 6 bbox=[295, 2275, 311, 2291]
sudoku-cell bbox=[72, 1785, 107, 1820]
sudoku-answer-grid bbox=[198, 2194, 343, 2339]
sudoku-answer-cell: 8 bbox=[215, 2275, 231, 2291]
sudoku-answer-cell: 3 bbox=[295, 2323, 311, 2339]
sudoku-cell bbox=[37, 1962, 72, 1997]
handicraft-author: ଡ. ନିଖିଳାନନ୍ଦ ପାଣିଗ୍ରାହୀ bbox=[669, 712, 825, 731]
sudoku-cell bbox=[214, 1855, 250, 1891]
history-item-3-text: ଆମେରିକାର ଉପରାଷ୍ଟ୍ରପତି ଦେଶ ଗସ୍ତରେ ଆସି ବିଭିନ୍ନ ସ୍ଥାନ ପରିଦର୍ଶନ କରିବେ । bbox=[6, 1676, 352, 1703]
sudoku-cell bbox=[214, 1785, 250, 1820]
column-name: ଦିଲ୍ଲୀକା ବାତୁ bbox=[682, 472, 880, 514]
sudoku-answer-cell: 9 bbox=[247, 2259, 263, 2275]
contact-box bbox=[1128, 2072, 1490, 2322]
sudoku-answer-caption: ଗତକାଲି ପ୍ରକାଶିତ ସୁଡୋକୁର ଉତ୍ତର bbox=[198, 2340, 339, 2351]
sudoku-answer-cell: 5 bbox=[279, 2195, 295, 2211]
sudoku-answer-cell: 9 bbox=[295, 2291, 311, 2307]
district-name: ଜଗତ୍‌ସିଂହପୁର bbox=[12, 752, 222, 814]
sudoku-cell bbox=[286, 1785, 321, 1820]
person-tag: ବ୍ୟକ୍ତିତ୍ୱ bbox=[1140, 838, 1336, 880]
sudoku-logo: su|do|ku bbox=[14, 1732, 130, 1760]
sudoku-cell bbox=[286, 2033, 321, 2069]
sudoku-row bbox=[37, 2033, 356, 2069]
sudoku-answer-cell: 9 bbox=[327, 2195, 343, 2211]
sudoku-row bbox=[37, 1891, 356, 1927]
sudoku-cell bbox=[179, 1891, 214, 1927]
sudoku-answer-cell: 2 bbox=[263, 2211, 279, 2227]
sudoku-cell: 5 bbox=[72, 1962, 107, 1997]
sudoku-cell bbox=[72, 1855, 107, 1891]
col1-title: କାହା କବଳରେ ଦେଶ bbox=[382, 1728, 742, 1760]
handicraft-para-7: ସାଂସ୍କୃତିକ ଐତିହ୍ୟର ସଂରକ୍ଷଣ ପାଇଁ ସରକାର, ସମାଜ ଓ ଶିଳ୍ପୀ ସମସ୍ତଙ୍କର ମିଳିତ ଉଦ୍ୟମ ଆବଶ୍ୟକ । ତେବେ ଯାଇ ଆମର ଏହି ଅମୂଲ୍ୟ ସମ୍ପଦ ଭବିଷ୍ୟତ ପିଢ଼ି ପାଇଁ ସୁରକ୍ଷିତ ରହିପାରିବ । bbox=[750, 828, 1118, 874]
sudoku-answer-row bbox=[199, 2291, 343, 2307]
article-col-a2 bbox=[376, 556, 598, 632]
handicraft-para-4: ନୂଆ ପିଢ଼ି ଏହି ପାରମ୍ପରିକ ଶିଳ୍ପ ପ୍ରତି ଆଗ୍ରହ ହରାଉଛି । ଯଦି ଏ ଦିଗରେ ଶୀଘ୍ର ପଦକ୍ଷେପ ନିଆନଯାଏ ତେବେ ଅନେକ ଶିଳ୍ପ ଲୋପ ପାଇଯିବାର ଆଶଙ୍କା ରହିଛି । bbox=[376, 893, 738, 923]
sudoku-cell bbox=[250, 2069, 286, 2104]
left-column bbox=[0, 0, 366, 2351]
sudoku-cell: 2 bbox=[37, 2069, 72, 2104]
sudoku-answer-cell: 9 bbox=[231, 2227, 247, 2243]
sudoku-answer-cell: 8 bbox=[199, 2211, 215, 2227]
sudoku-answer-cell: 6 bbox=[311, 2291, 327, 2307]
success-para-3: ସ୍ୱୟଂ ସହାୟକ ଗୋଷ୍ଠୀ ମାଧ୍ୟମରେ ମହିଳା ସଶକ୍ତୀକରଣ ଯୋଜନା ଆରମ୍ଭ ହୋଇଥିଲେ ମଧ୍ୟ ଋଣ ସୁବିଧା ନ ମିଳିବାରୁ ଅନେକ ଗୋଷ୍ଠୀ ନିଷ୍କ୍ରିୟ ହୋଇପଡ଼ିଛନ୍ତି । ମତ୍ସ୍ୟଚାଷ, କୃଷି ଓ କୁଟୀର ଶିଳ୍ପ କ୍ଷେତ୍ରରେ ଯଥେଷ୍ଟ ସମ୍ଭାବନା ଥିଲେ ମଧ୍ୟ ସଠିକ ପରିଚାଳନା ଅଭାବରୁ ଲୋକମାନେ ଲାଭବାନ ହୋଇପାରୁନାହାନ୍ତି । bbox=[6, 1008, 358, 1084]
sudoku-cell: 5 bbox=[250, 1927, 286, 1962]
district-tag: ଜିଲା ଡାଏରୀ bbox=[8, 714, 218, 746]
sudoku-cell: 3 bbox=[286, 1927, 321, 1962]
sudoku-cell bbox=[321, 1927, 356, 1962]
email-label-1: କେବଳ ଚିଠି ପାଇଁ ଈ-ମେଲ୍ ଠିକଣା ବ୍ୟବହାର କରନ୍ତୁ bbox=[1198, 2119, 1420, 2132]
sudoku-cell bbox=[37, 1997, 72, 2033]
handicraft-rule bbox=[376, 636, 1118, 638]
sudoku-cell bbox=[37, 1891, 72, 1927]
building-photo bbox=[220, 716, 354, 816]
sudoku-answer-cell: 9 bbox=[311, 2323, 327, 2339]
sudoku-cell: 7 bbox=[286, 2104, 321, 2139]
success-para-1: ଜଗତ୍‌ସିଂହପୁର ଜିଲାରେ ଗୋଷ୍ଠୀଙ୍କ ବିକାଶ ପାଇଁ ଅନେକ ଯୋଜନା ଚାଲିଛି । ସରକାର ଗ୍ରାମାଞ୍ଚଳର ଲୋକଙ୍କ ଜୀବନଧାରଣ ମାନ ଉନ୍ନତି ପାଇଁ କୋଟି କୋଟି ଟଙ୍କା ଖର୍ଚ୍ଚ କରୁଛନ୍ତି । କିନ୍ତୁ ଯୋଜନାର ସୁଫଳ ଲୋକଙ୍କ ପାଖରେ ପହଞ୍ଚି ପାରୁନାହିଁ ବୋଲି ଅଭିଯୋଗ ହେଉଛି । bbox=[6, 878, 358, 938]
